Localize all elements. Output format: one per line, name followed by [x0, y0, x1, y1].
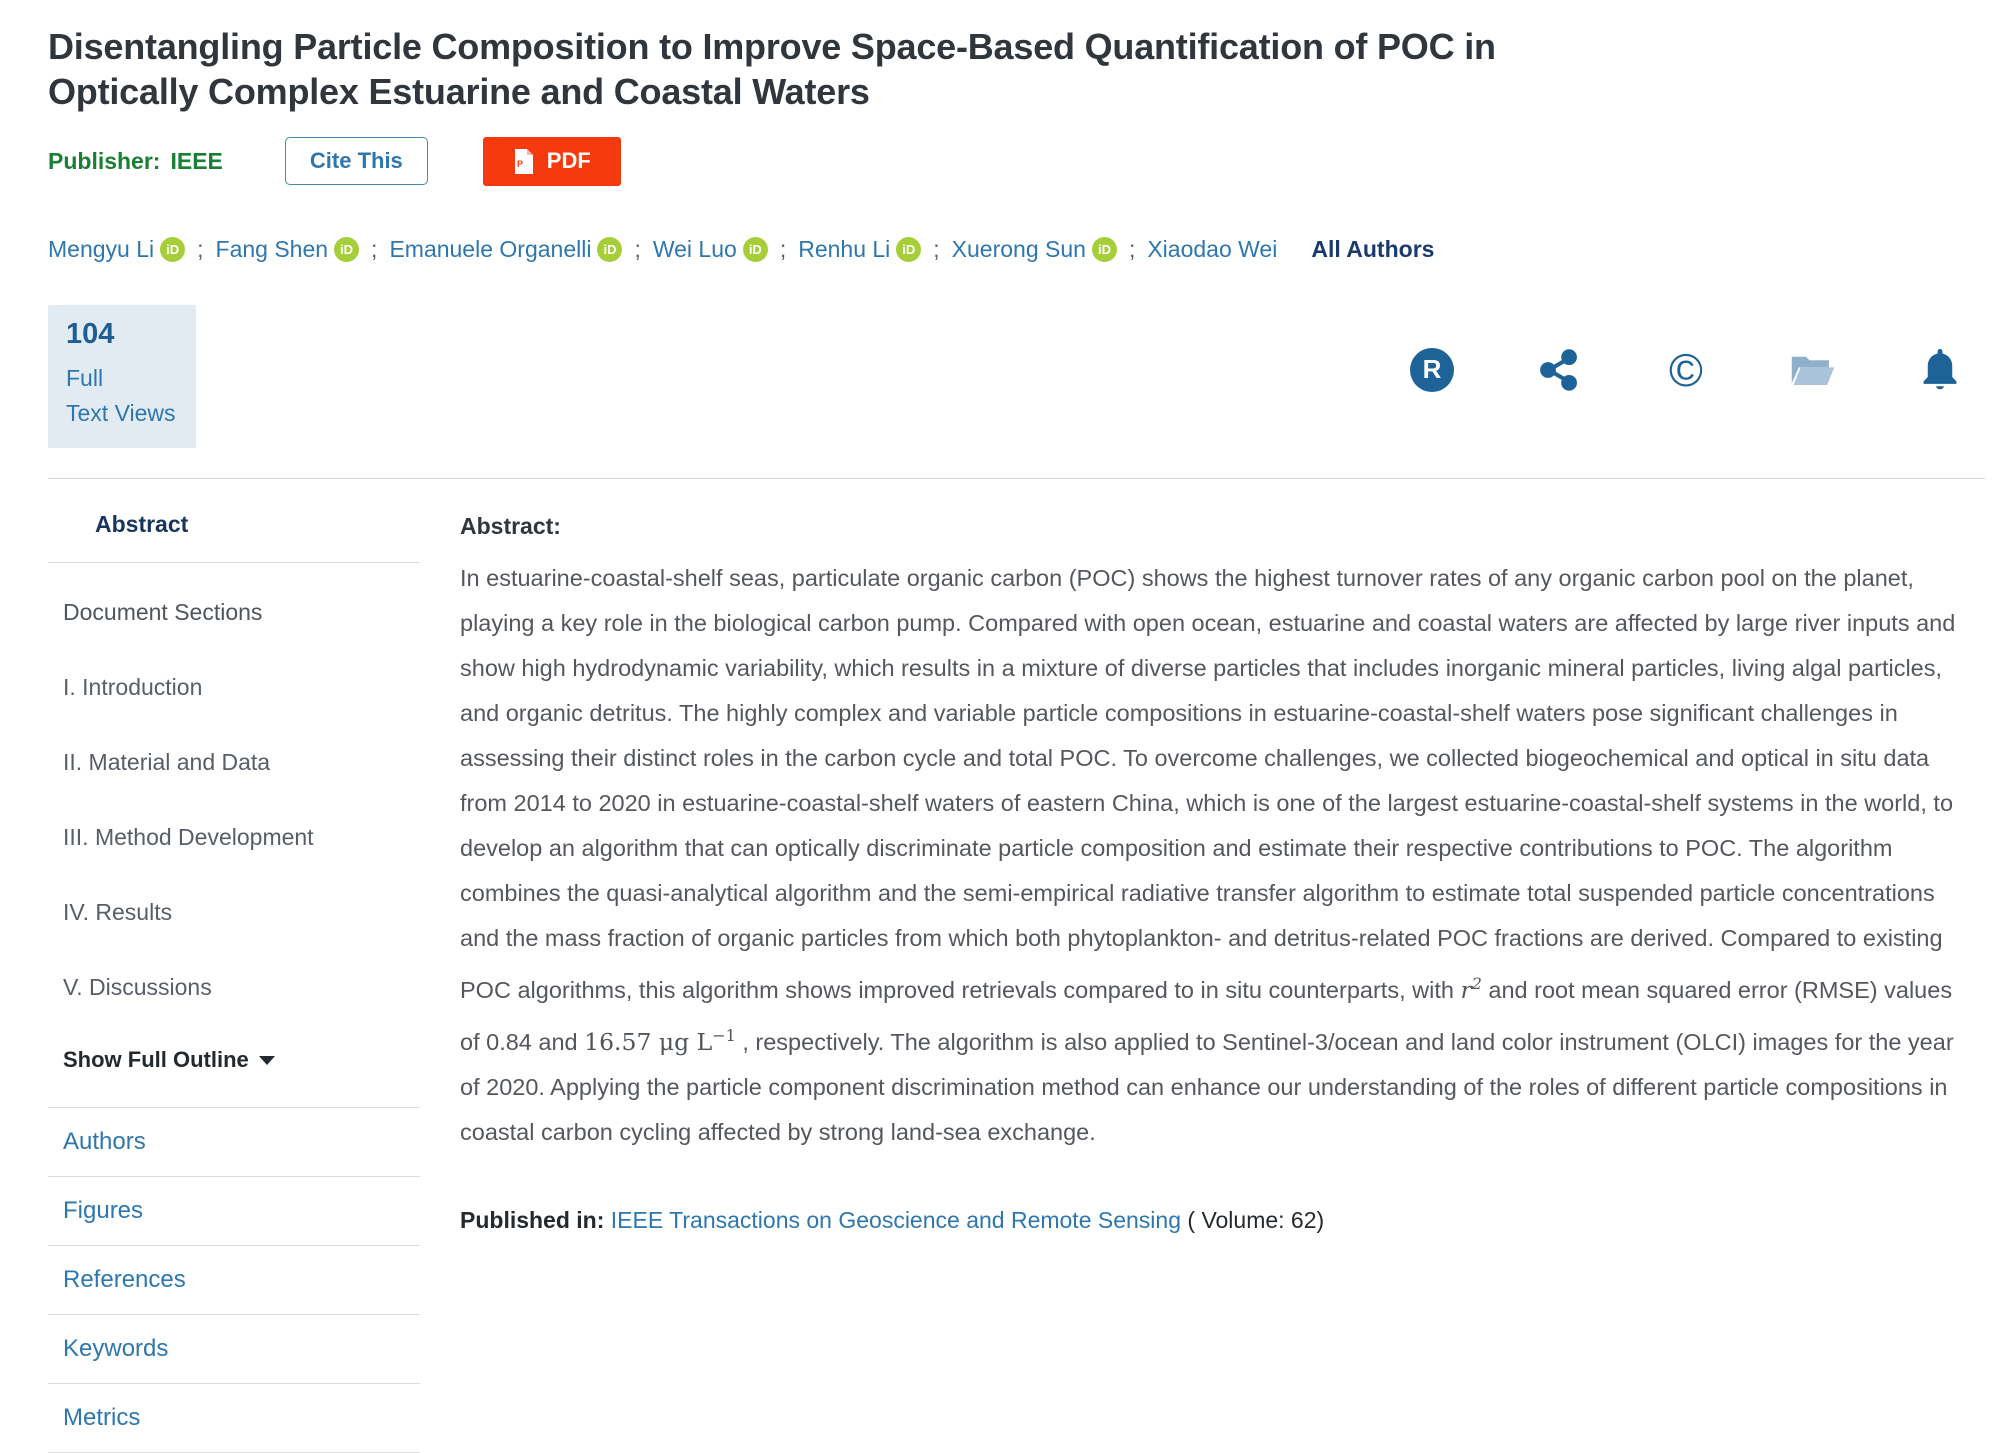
sidebar-item-discussions[interactable]: V. Discussions [63, 974, 212, 1000]
author-separator: ; [634, 235, 641, 262]
author-name: Wei Luo [652, 235, 737, 262]
show-full-outline-label: Show Full Outline [63, 1047, 249, 1072]
author-name: Xiaodao Wei [1147, 235, 1278, 262]
journal-link[interactable]: IEEE Transactions on Geoscience and Remote Sensing [610, 1206, 1181, 1233]
math-r-squared [1460, 976, 1481, 1004]
abstract-part-1: In estuarine-coastal-shelf seas, particulate organic carbon (POC) shows the highest turnover rates of any organic carbon pool on the planet, playing a key role in the biological carbon pump. Compared with open ocean, estuarine and coastal waters are affected by large river inputs and show high hydrodynamic variability, which results in a mixture of diverse particles that includes inorganic mineral particles, living algal particles, and organic detritus. The highly complex and variable particle compositions in estuarine-coastal-shelf waters pose significant challenges in assessing their distinct roles in the carbon cycle and total POC. To overcome challenges, we collected biogeochemical and optical in situ data from 2014 to 2020 in estuarine-coastal-shelf waters of eastern China, which is one of the largest estuarine-coastal-shelf systems in the world, to develop an algorithm that can optically discriminate particle composition and estimate their respective contributions to POC. The algorithm combines the quasi-analytical algorithm and the semi-empirical radiative transfer algorithm to estimate total suspended particle concentrations and the mass fraction of organic particles from which both phytoplankton- and detritus-related POC fractions are derived. Compared to existing POC algorithms, this algorithm shows improved retrievals compared to in situ counterparts, with [460, 565, 1956, 1003]
author-link[interactable] [952, 236, 1117, 263]
publisher-label [48, 148, 223, 175]
abstract-panel [420, 479, 1985, 1453]
document-sidebar [48, 479, 420, 1453]
content-columns [48, 479, 1985, 1453]
author-link[interactable] [216, 236, 360, 263]
pdf-button-label: PDF [546, 148, 591, 174]
math-rmse-unit [584, 1025, 736, 1056]
sidebar-item-authors[interactable]: Authors [48, 1108, 420, 1177]
readcube-icon[interactable] [1409, 347, 1455, 393]
author-link[interactable] [653, 236, 768, 263]
show-full-outline-toggle[interactable] [48, 1001, 420, 1107]
math-unit-exponent: −1 [712, 1025, 736, 1045]
sidebar-item-references[interactable]: References [48, 1246, 420, 1315]
sidebar-item-material-and-data[interactable]: II. Material and Data [63, 749, 271, 775]
author-name: Fang Shen [215, 235, 329, 262]
sidebar-item-method-development[interactable]: III. Method Development [63, 824, 314, 850]
readcube-icon-glyph: R [1410, 348, 1454, 392]
sidebar-item-keywords[interactable]: Keywords [48, 1315, 420, 1384]
orcid-icon[interactable]: iD [160, 237, 185, 262]
full-text-views-label-2: Text Views [66, 400, 176, 427]
author-link[interactable] [798, 236, 921, 263]
folder-icon[interactable] [1790, 347, 1836, 393]
bell-icon[interactable] [1917, 347, 1963, 393]
published-in-label: Published in: [460, 1206, 605, 1233]
full-text-views-count: 104 [66, 317, 115, 350]
page-title: Disentangling Particle Composition to Improve Space-Based Quantification of POC in Optically Complex Estuarine and Coastal Waters [48, 26, 1496, 113]
sidebar-item-results[interactable]: IV. Results [63, 899, 173, 925]
action-icon-bar [1409, 343, 1963, 396]
chevron-down-icon [259, 1056, 275, 1065]
full-text-views-label-1: Full [66, 364, 104, 391]
author-separator: ; [1128, 235, 1136, 262]
publisher-name: IEEE [170, 147, 223, 174]
publisher-label-text: Publisher: [48, 147, 161, 174]
author-name: Emanuele Organelli [389, 235, 592, 262]
pdf-icon [513, 148, 535, 175]
author-link[interactable] [389, 236, 622, 263]
published-in-row [460, 1207, 1975, 1234]
math-unit-base: 16.57 μg L [584, 1027, 713, 1056]
author-link[interactable] [48, 236, 185, 263]
author-name: Xuerong Sun [951, 235, 1086, 262]
author-name: Mengyu Li [48, 235, 155, 262]
full-text-views-box[interactable] [48, 305, 196, 448]
publisher-row [48, 137, 1985, 186]
volume-label: ( Volume: 62) [1187, 1206, 1325, 1233]
orcid-icon[interactable]: iD [597, 237, 622, 262]
copyright-icon-glyph: © [1669, 343, 1703, 396]
orcid-icon[interactable]: iD [1092, 237, 1117, 262]
sidebar-item-abstract[interactable]: Abstract [95, 511, 189, 537]
author-link[interactable] [1147, 236, 1277, 263]
abstract-part-2: and root mean squared error (RMSE) values of 0.84 and [460, 976, 1953, 1055]
math-r-base: r [1460, 975, 1472, 1004]
orcid-icon[interactable]: iD [334, 237, 359, 262]
sidebar-item-figures[interactable]: Figures [48, 1177, 420, 1246]
sidebar-item-introduction[interactable]: I. Introduction [63, 674, 203, 700]
cite-this-button[interactable]: Cite This [285, 137, 428, 185]
abstract-text [460, 556, 1975, 1155]
orcid-icon[interactable]: iD [896, 237, 921, 262]
author-separator: ; [371, 235, 378, 262]
sidebar-document-sections-label: Document Sections [63, 599, 263, 625]
stats-row [48, 305, 1985, 448]
author-name: Renhu Li [798, 235, 891, 262]
author-separator: ; [933, 235, 940, 262]
author-separator: ; [779, 235, 787, 262]
sidebar-item-metrics[interactable]: Metrics [48, 1384, 420, 1453]
orcid-icon[interactable]: iD [743, 237, 768, 262]
math-r-exponent: 2 [1471, 974, 1482, 993]
pdf-button[interactable] [483, 137, 621, 186]
abstract-part-3: , respectively. The algorithm is also applied to Sentinel-3/ocean and land color instrument (OLCI) images for the year of 2020. Applying the particle component discrimination method can enhance our understanding of the roles of different particle compositions in coastal carbon cycling affected by strong land-sea exchange. [460, 1028, 1954, 1145]
author-separator: ; [197, 235, 204, 262]
svg-text:P: P [516, 158, 523, 169]
all-authors-link[interactable]: All Authors [1311, 235, 1435, 262]
share-icon[interactable] [1536, 347, 1582, 393]
copyright-icon[interactable] [1663, 343, 1709, 396]
authors-row [48, 236, 1985, 263]
abstract-heading: Abstract: [460, 513, 561, 539]
